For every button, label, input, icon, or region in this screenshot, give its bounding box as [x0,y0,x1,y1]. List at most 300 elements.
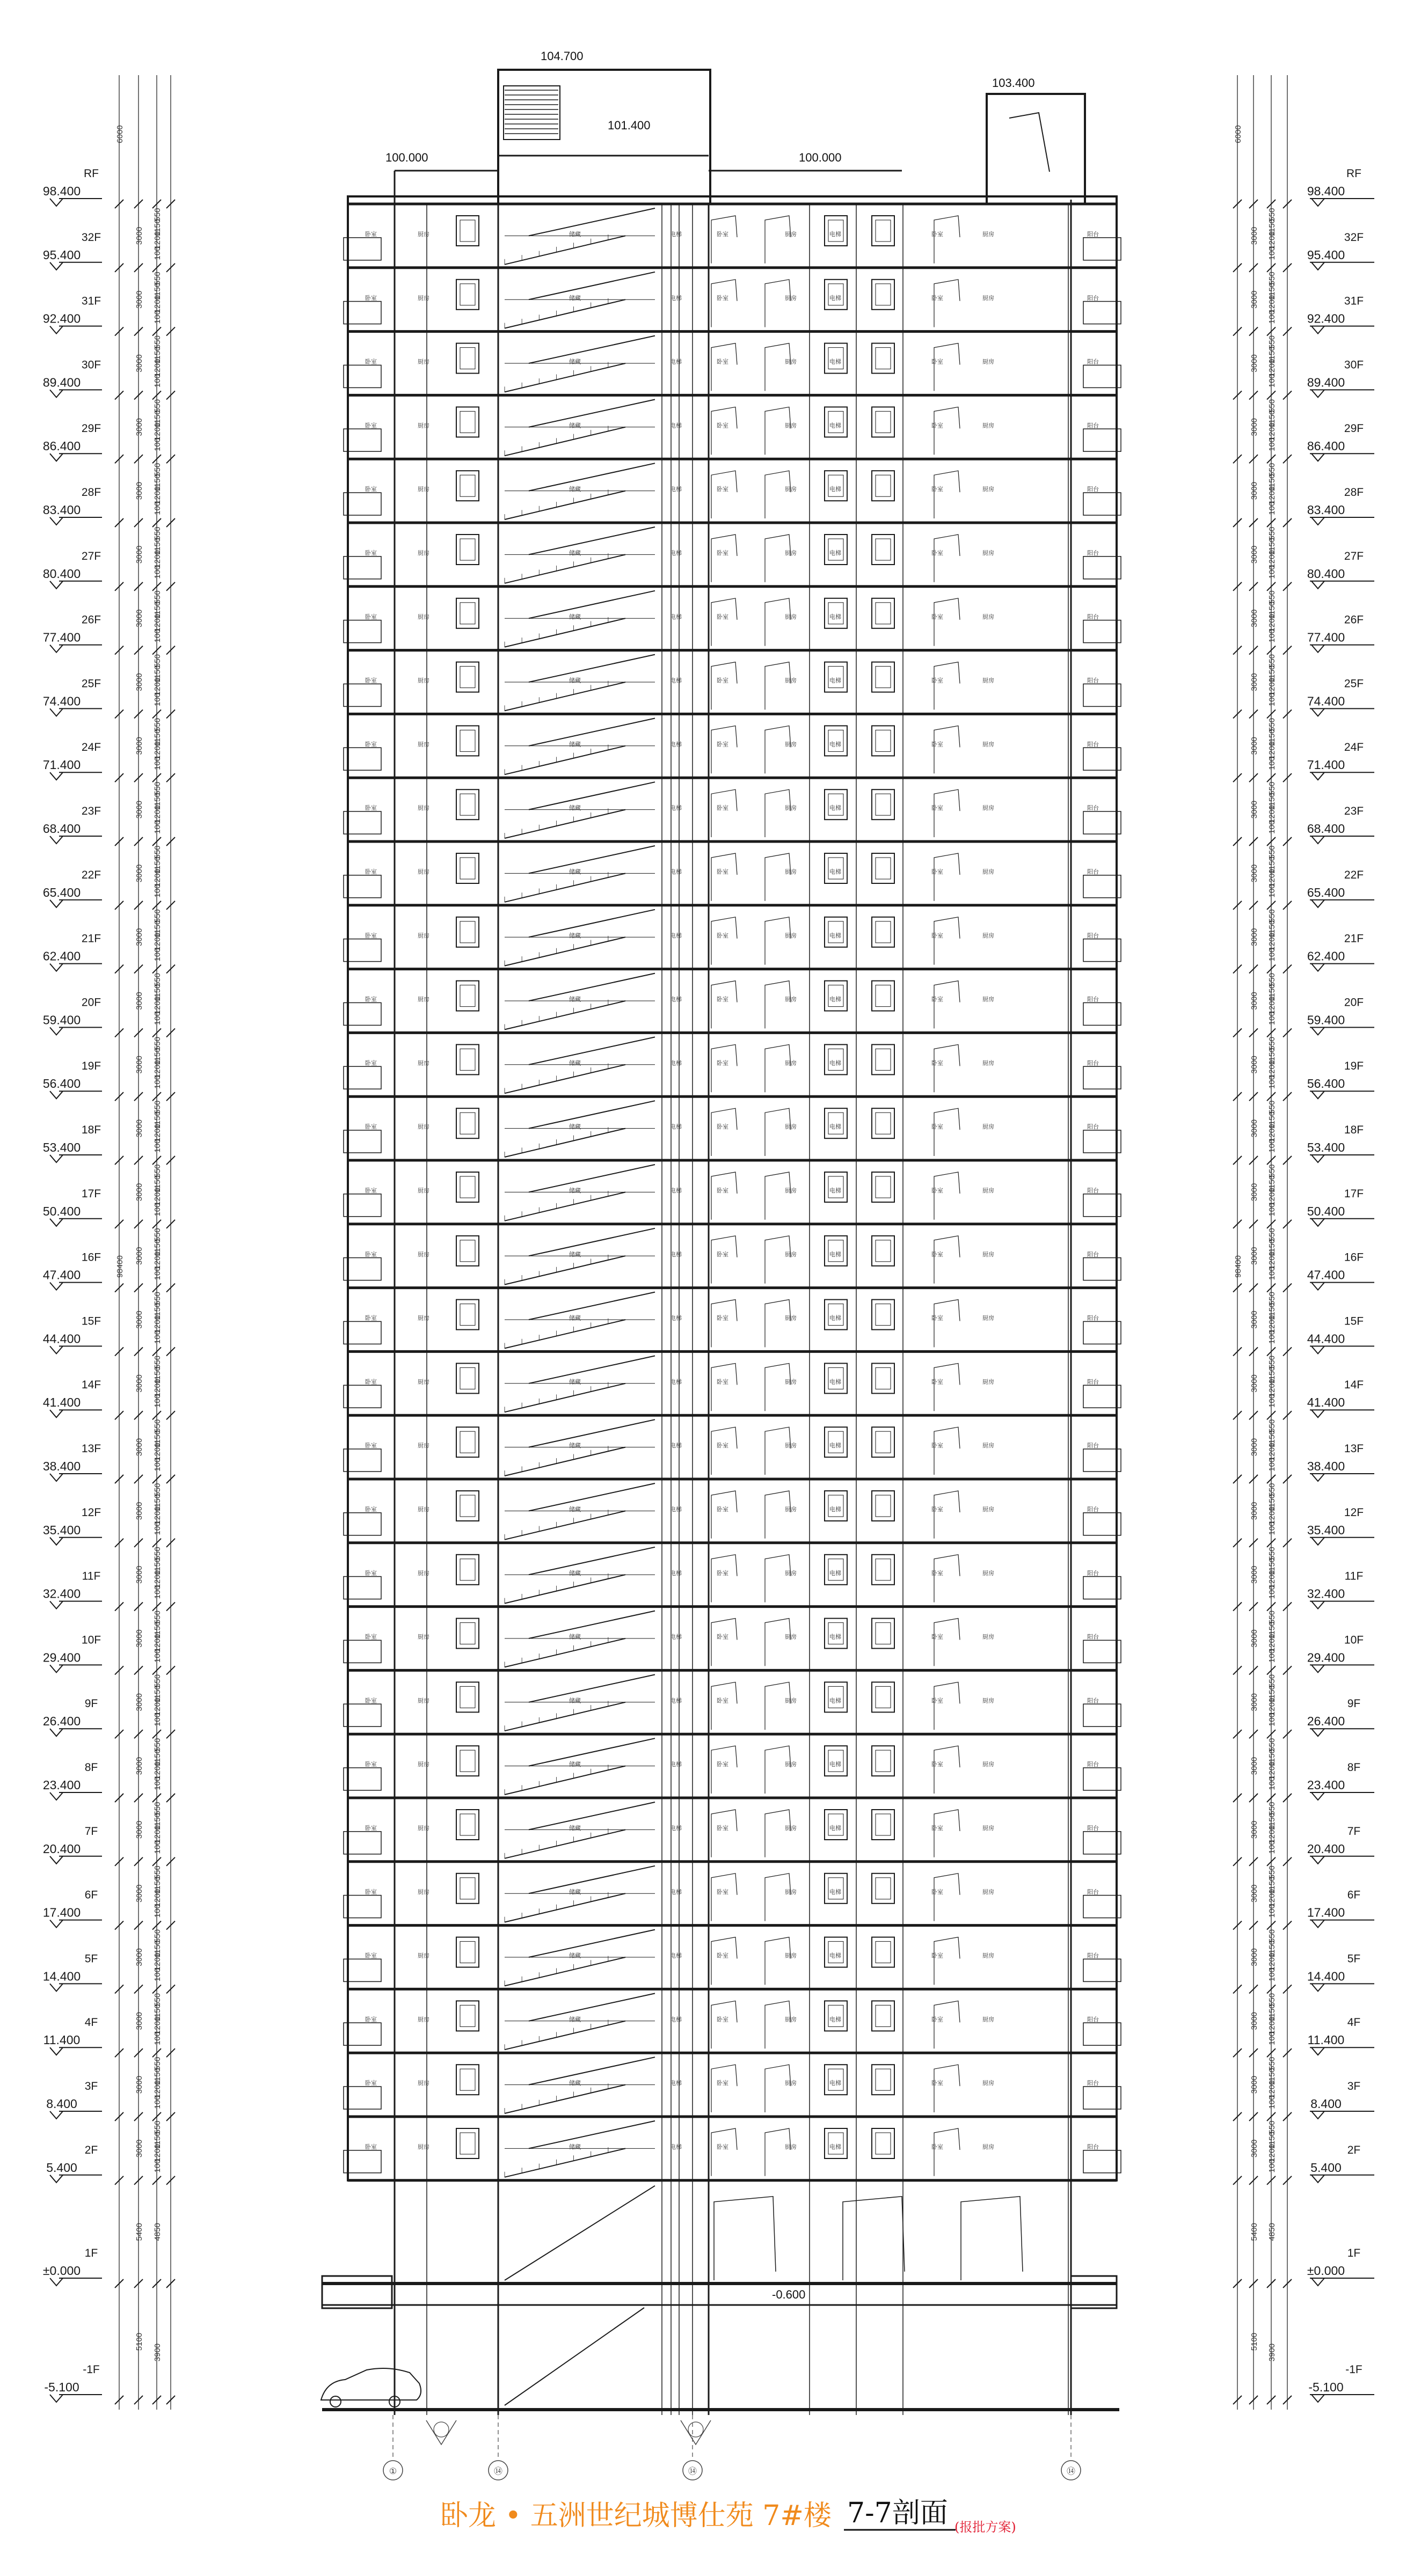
segment-dimension: 1200 [153,550,162,568]
segment-dimension: 1150 [153,1621,162,1639]
room-label: 厨房 [982,1187,994,1194]
segment-dimension: 550 [153,1419,162,1433]
core-roof-elevation: 101.400 [608,119,651,132]
level-elevation: 65.400 [42,885,81,899]
room-label: 厨房 [982,2016,994,2023]
room-label: 厨房 [785,1378,797,1386]
room-label: 电梯 [670,1123,682,1131]
room-label: 厨房 [982,804,994,812]
floor-height-dimension: 3000 [135,800,144,819]
door-swing [934,1236,960,1284]
room-label: 卧室 [931,1506,943,1513]
level-triangle [1311,964,1324,971]
segment-dimension: 100 [1267,884,1277,898]
room-label: 电梯 [670,550,682,557]
level-elevation: 11.400 [43,2033,81,2047]
level-name: 32F [81,231,101,244]
door-swing [711,1363,737,1411]
segment-dimension: 1150 [153,729,162,747]
segment-dimension: 100 [1267,693,1277,707]
window-pane [876,1878,891,1899]
room-label: 厨房 [982,1123,994,1131]
floor-height-dimension: 3000 [1250,1374,1259,1393]
segment-dimension: 550 [153,1228,162,1242]
level-elevation: 92.400 [1307,311,1345,326]
segment-dimension: 100 [1267,565,1277,579]
door-swing [765,598,791,646]
segment-dimension: 550 [153,973,162,987]
room-label: 储藏 [569,1378,581,1386]
segment-dimension: 100 [1267,820,1277,834]
stair-flight [529,208,655,236]
door-swing [934,1682,960,1730]
level-triangle [50,964,63,971]
segment-dimension: 1150 [153,218,162,237]
segment-dimension: 100 [1267,1649,1277,1663]
room-label: 卧室 [365,677,377,684]
roof-elevation-labels [385,49,1035,2301]
room-label: 电梯 [829,294,841,302]
segment-dimension: 100 [153,1904,162,1918]
room-label: 卧室 [717,1059,728,1067]
room-label: 阳台 [1087,1506,1099,1513]
room-label: 厨房 [982,1059,994,1067]
level-triangle [50,2111,63,2119]
segment-dimension: 100 [153,374,162,388]
door-swing [711,789,737,837]
level-name: 9F [1347,1697,1361,1710]
segment-dimension: 1200 [153,1570,162,1589]
left-balcony [344,1385,381,1408]
room-label: 卧室 [365,996,377,1003]
segment-dimension: 1150 [1267,2131,1277,2149]
room-label: 卧室 [717,1250,728,1258]
door-swing [934,789,960,837]
room-label: 卧室 [717,1378,728,1386]
room-label: 阳台 [1087,1952,1099,1959]
door-swing [765,1810,791,1857]
window-pane [876,1814,891,1835]
right-balcony [1083,493,1121,515]
level-elevation: 53.400 [1307,1140,1345,1154]
room-label: 卧室 [717,741,728,748]
room-label: 卧室 [717,996,728,1003]
level-elevation: 65.400 [1307,885,1345,899]
window-pane [460,1049,475,1070]
level-elevation: 17.400 [1307,1905,1345,1920]
level-triangle [50,326,63,334]
level-name: 15F [1344,1315,1364,1328]
room-label: 卧室 [931,422,943,429]
segment-dimension: 1200 [1267,614,1277,632]
basement-sub-dimension: 3900 [153,2343,162,2362]
room-label: 阳台 [1087,741,1099,748]
floor-height-dimension: 3000 [135,1948,144,1966]
segment-dimension: 100 [153,437,162,451]
segment-dimension: 100 [1267,1394,1277,1408]
level-elevation: 83.400 [42,503,81,517]
door-swing [934,1810,960,1857]
window-pane [460,1559,475,1580]
window-pane [460,794,475,815]
level-name: 12F [81,1506,101,1519]
level-name: 19F [1344,1060,1364,1073]
level-triangle [1311,1665,1324,1672]
room-label: 厨房 [982,2143,994,2150]
level-triangle [1311,453,1324,461]
left-balcony [344,1959,381,1981]
room-label: 卧室 [717,2080,728,2087]
door-swing [934,1108,960,1156]
stair-flight [529,527,655,554]
room-label: 厨房 [785,1888,797,1896]
door-swing [934,1363,960,1411]
stair-flight [529,336,655,363]
room-label: 电梯 [670,996,682,1003]
segment-dimension: 1200 [1267,1697,1277,1716]
room-label: 储藏 [569,1187,581,1194]
segment-dimension: 1150 [1267,1111,1277,1129]
level-name: 27F [81,550,101,562]
level-triangle [50,1091,63,1099]
segment-dimension: 1200 [1267,422,1277,441]
segment-dimension: 550 [153,272,162,286]
room-label: 电梯 [829,358,841,365]
level-triangle [50,1410,63,1417]
room-label: 卧室 [365,1569,377,1577]
level-name: 18F [81,1124,101,1136]
level-name: 14F [81,1379,101,1392]
level-name: 19F [81,1060,101,1073]
right-balcony [1083,684,1121,706]
room-label: 卧室 [931,1825,943,1832]
segment-dimension: 100 [153,1139,162,1153]
room-label: 电梯 [670,1314,682,1322]
door-swing [765,1491,791,1539]
segment-dimension: 550 [1267,2057,1277,2070]
segment-dimension: 1150 [153,2004,162,2022]
room-label: 储藏 [569,804,581,812]
segment-dimension: 1200 [1267,486,1277,504]
segment-dimension: 1200 [1267,1506,1277,1525]
segment-dimension: 1200 [1267,2016,1277,2035]
segment-dimension: 1150 [153,1430,162,1448]
room-label: 厨房 [418,231,429,238]
room-label: 储藏 [569,932,581,939]
level-name: 5F [84,1952,98,1965]
window-pane [460,348,475,369]
stair-flight [505,1638,625,1667]
room-label: 阳台 [1087,1633,1099,1641]
room-label: 电梯 [829,613,841,620]
level-name: 6F [84,1889,98,1901]
room-label: 电梯 [829,1187,841,1194]
room-label: 阳台 [1087,868,1099,875]
room-label: 卧室 [931,932,943,939]
level-triangle [50,1219,63,1226]
door-swing [765,1746,791,1794]
segment-dimension: 100 [1267,948,1277,962]
segment-dimension: 1150 [153,1557,162,1575]
room-label: 电梯 [670,741,682,748]
room-label: 卧室 [931,1314,943,1322]
window-pane [876,1240,891,1262]
segment-dimension: 1200 [1267,1634,1277,1652]
room-label: 厨房 [785,1059,797,1067]
segment-dimension: 1200 [1267,996,1277,1015]
floor-height-dimension: 3000 [1250,545,1259,564]
floor-height-dimension: 3000 [135,1820,144,1839]
project-title: 卧龙 • 五洲世纪城博仕苑 7#楼 [440,2500,832,2532]
floor-height-dimension: 3000 [1250,737,1259,755]
level-triangle [1311,708,1324,716]
segment-dimension: 550 [1267,909,1277,923]
level-triangle [50,1920,63,1928]
window-pane [876,1750,891,1772]
segment-dimension: 100 [1267,1776,1277,1790]
level-triangle [50,581,63,589]
approval-note: (报批方案) [954,2520,1016,2535]
segment-dimension: 100 [1267,2095,1277,2109]
segment-dimension: 1200 [153,1761,162,1780]
floor-height-dimension: 3000 [135,1056,144,1074]
segment-dimension: 550 [153,1929,162,1943]
level-triangle [50,1792,63,1800]
window-pane [460,2069,475,2090]
segment-dimension: 1150 [153,1366,162,1384]
floor-height-dimension: 3000 [135,1565,144,1584]
right-dimension-column [1233,75,1292,2410]
right-balcony [1083,1130,1121,1153]
room-label: 卧室 [717,1442,728,1450]
floor-height-dimension: 3000 [135,609,144,627]
room-label: 储藏 [569,231,581,238]
left-soil-fill [322,2276,392,2308]
door-swing [765,1363,791,1411]
segment-dimension: 1200 [1267,1952,1277,1971]
left-balcony [344,238,381,260]
floor-height-dimension: 3000 [1250,1757,1259,1775]
stair-flight [529,1547,655,1575]
level-elevation: 71.400 [1307,758,1345,772]
left-balcony [344,1002,381,1025]
room-label: 厨房 [418,1697,429,1704]
left-balcony [344,939,381,962]
floor-height-dimension: 3000 [135,737,144,755]
machine-roof-elevation: 103.400 [992,76,1035,90]
level-triangle [1311,1538,1324,1545]
stair-flight [505,1256,625,1284]
room-label: 厨房 [982,1825,994,1832]
level-elevation: 32.400 [42,1586,81,1601]
segment-dimension: 1150 [1267,1812,1277,1831]
door-swing [765,1555,791,1602]
room-label: 厨房 [982,1952,994,1959]
segment-dimension: 1200 [1267,869,1277,887]
window-pane [876,1113,891,1134]
room-label: 厨房 [418,1506,429,1513]
stair-flight [529,272,655,299]
level-name: 2F [84,2143,98,2156]
room-label: 电梯 [670,2143,682,2150]
segment-dimension: 550 [1267,654,1277,668]
door-swing [765,1427,791,1475]
door-swing [711,1172,737,1220]
level-name: 20F [1344,996,1364,1009]
room-label: 电梯 [670,358,682,365]
room-label: 阳台 [1087,1888,1099,1896]
level-triangle [1311,2111,1324,2119]
level-elevation: 98.400 [42,184,81,198]
left-balcony [344,811,381,834]
total-height-dimension: 98400 [1234,1255,1243,1278]
level-name: 21F [81,932,101,945]
level-elevation: 41.400 [1307,1395,1345,1410]
stair-flight [505,873,625,902]
door-swing [765,535,791,582]
level-triangle [50,1474,63,1481]
room-label: 阳台 [1087,613,1099,620]
room-label: 卧室 [717,2143,728,2150]
room-label: 厨房 [418,677,429,684]
segment-dimension: 1150 [153,2131,162,2149]
window-pane [460,667,475,688]
window-pane [460,539,475,560]
segment-dimension: 1150 [1267,1430,1277,1448]
level-name: 11F [82,1570,101,1583]
segment-dimension: 100 [153,2031,162,2045]
floor-height-dimension: 3000 [1250,1247,1259,1265]
room-label: 阳台 [1087,1250,1099,1258]
door-swing [765,853,791,901]
level-elevation: 20.400 [1307,1841,1345,1856]
stair-flight [529,1101,655,1131]
segment-dimension: 1200 [153,358,162,377]
level-triangle [1311,1729,1324,1736]
segment-dimension: 100 [1267,374,1277,388]
door-swing [934,1427,960,1475]
segment-dimension: 1150 [153,282,162,300]
room-label: 厨房 [785,996,797,1003]
segment-dimension: 1200 [153,1315,162,1334]
floor-height-dimension: 3000 [135,226,144,245]
level-triangle [1311,1601,1324,1609]
room-label: 卧室 [717,294,728,302]
door-swing [765,1619,791,1666]
level-elevation: 68.400 [42,822,81,836]
room-label: 卧室 [931,1378,943,1386]
segment-dimension: 1200 [153,1443,162,1461]
room-label: 储藏 [569,550,581,557]
stair-flight [505,1702,625,1731]
level-elevation: 29.400 [42,1650,81,1665]
floor-height-dimension: 3000 [135,1884,144,1902]
segment-dimension: 550 [153,1865,162,1879]
level-triangle [1311,1346,1324,1353]
room-label: 厨房 [982,932,994,939]
room-label: 厨房 [418,486,429,493]
level-triangle [50,772,63,780]
level-triangle [1311,645,1324,653]
room-label: 储藏 [569,1442,581,1450]
level-triangle [1311,199,1324,206]
floor-height-dimension: 3000 [1250,1119,1259,1138]
door-swing [934,981,960,1029]
level-name: 30F [81,358,101,371]
room-label: 厨房 [785,1250,797,1258]
door-swing [765,1937,791,1985]
ground-sub-dimension: 4850 [1267,2223,1277,2241]
level-name: 17F [1344,1187,1364,1200]
door-swing [934,1300,960,1348]
window-pane [876,2069,891,2090]
segment-dimension: 1200 [153,1060,162,1079]
room-label: 阳台 [1087,996,1099,1003]
door-swing [765,1236,791,1284]
room-label: 卧室 [365,1250,377,1258]
segment-dimension: 100 [1267,1203,1277,1217]
room-label: 厨房 [418,932,429,939]
room-label: 卧室 [717,1569,728,1577]
stair-flight [505,491,625,519]
stair-flight [505,1829,625,1858]
basement-dimension: 5100 [1250,2332,1259,2351]
window-pane [460,1623,475,1644]
window-pane [460,411,475,433]
segment-dimension: 1150 [1267,601,1277,619]
axis-label: ⑭ [1066,2467,1076,2476]
level-elevation: 38.400 [42,1459,81,1473]
room-label: 阳台 [1087,358,1099,365]
room-label: 厨房 [982,1378,994,1386]
floor-height-dimension: 3000 [1250,1565,1259,1584]
stair-flight [505,810,625,838]
section-title: 7-7剖面 [847,2497,948,2529]
room-label: 电梯 [670,1250,682,1258]
room-label: 卧室 [931,1569,943,1577]
stair-flight [529,1993,655,2021]
segment-dimension: 100 [1267,1075,1277,1089]
room-label: 卧室 [365,2143,377,2150]
ground-stair-flight [505,2186,655,2280]
level-elevation: 71.400 [42,758,81,772]
segment-dimension: 100 [153,1776,162,1790]
door-swing [934,1619,960,1666]
room-label: 卧室 [365,486,377,493]
door-swing [934,216,960,264]
segment-dimension: 550 [153,1547,162,1561]
level-elevation: 86.400 [1307,439,1345,453]
room-label: 卧室 [717,932,728,939]
room-label: 卧室 [717,2016,728,2023]
segment-dimension: 550 [153,1036,162,1050]
room-label: 厨房 [982,231,994,238]
segment-dimension: 1150 [1267,1685,1277,1703]
level-triangle [50,517,63,525]
room-label: 电梯 [829,868,841,875]
level-elevation: 11.400 [1307,2033,1345,2047]
door-swing [711,662,737,710]
room-label: 厨房 [418,422,429,429]
room-label: 卧室 [931,231,943,238]
level-elevation: 59.400 [42,1013,81,1027]
stair-flight [529,1674,655,1702]
level-elevation: 56.400 [42,1077,81,1091]
door-swing [711,1044,737,1092]
room-label: 厨房 [982,358,994,365]
stair-flight [529,1866,655,1893]
stair-flight [529,1611,655,1638]
